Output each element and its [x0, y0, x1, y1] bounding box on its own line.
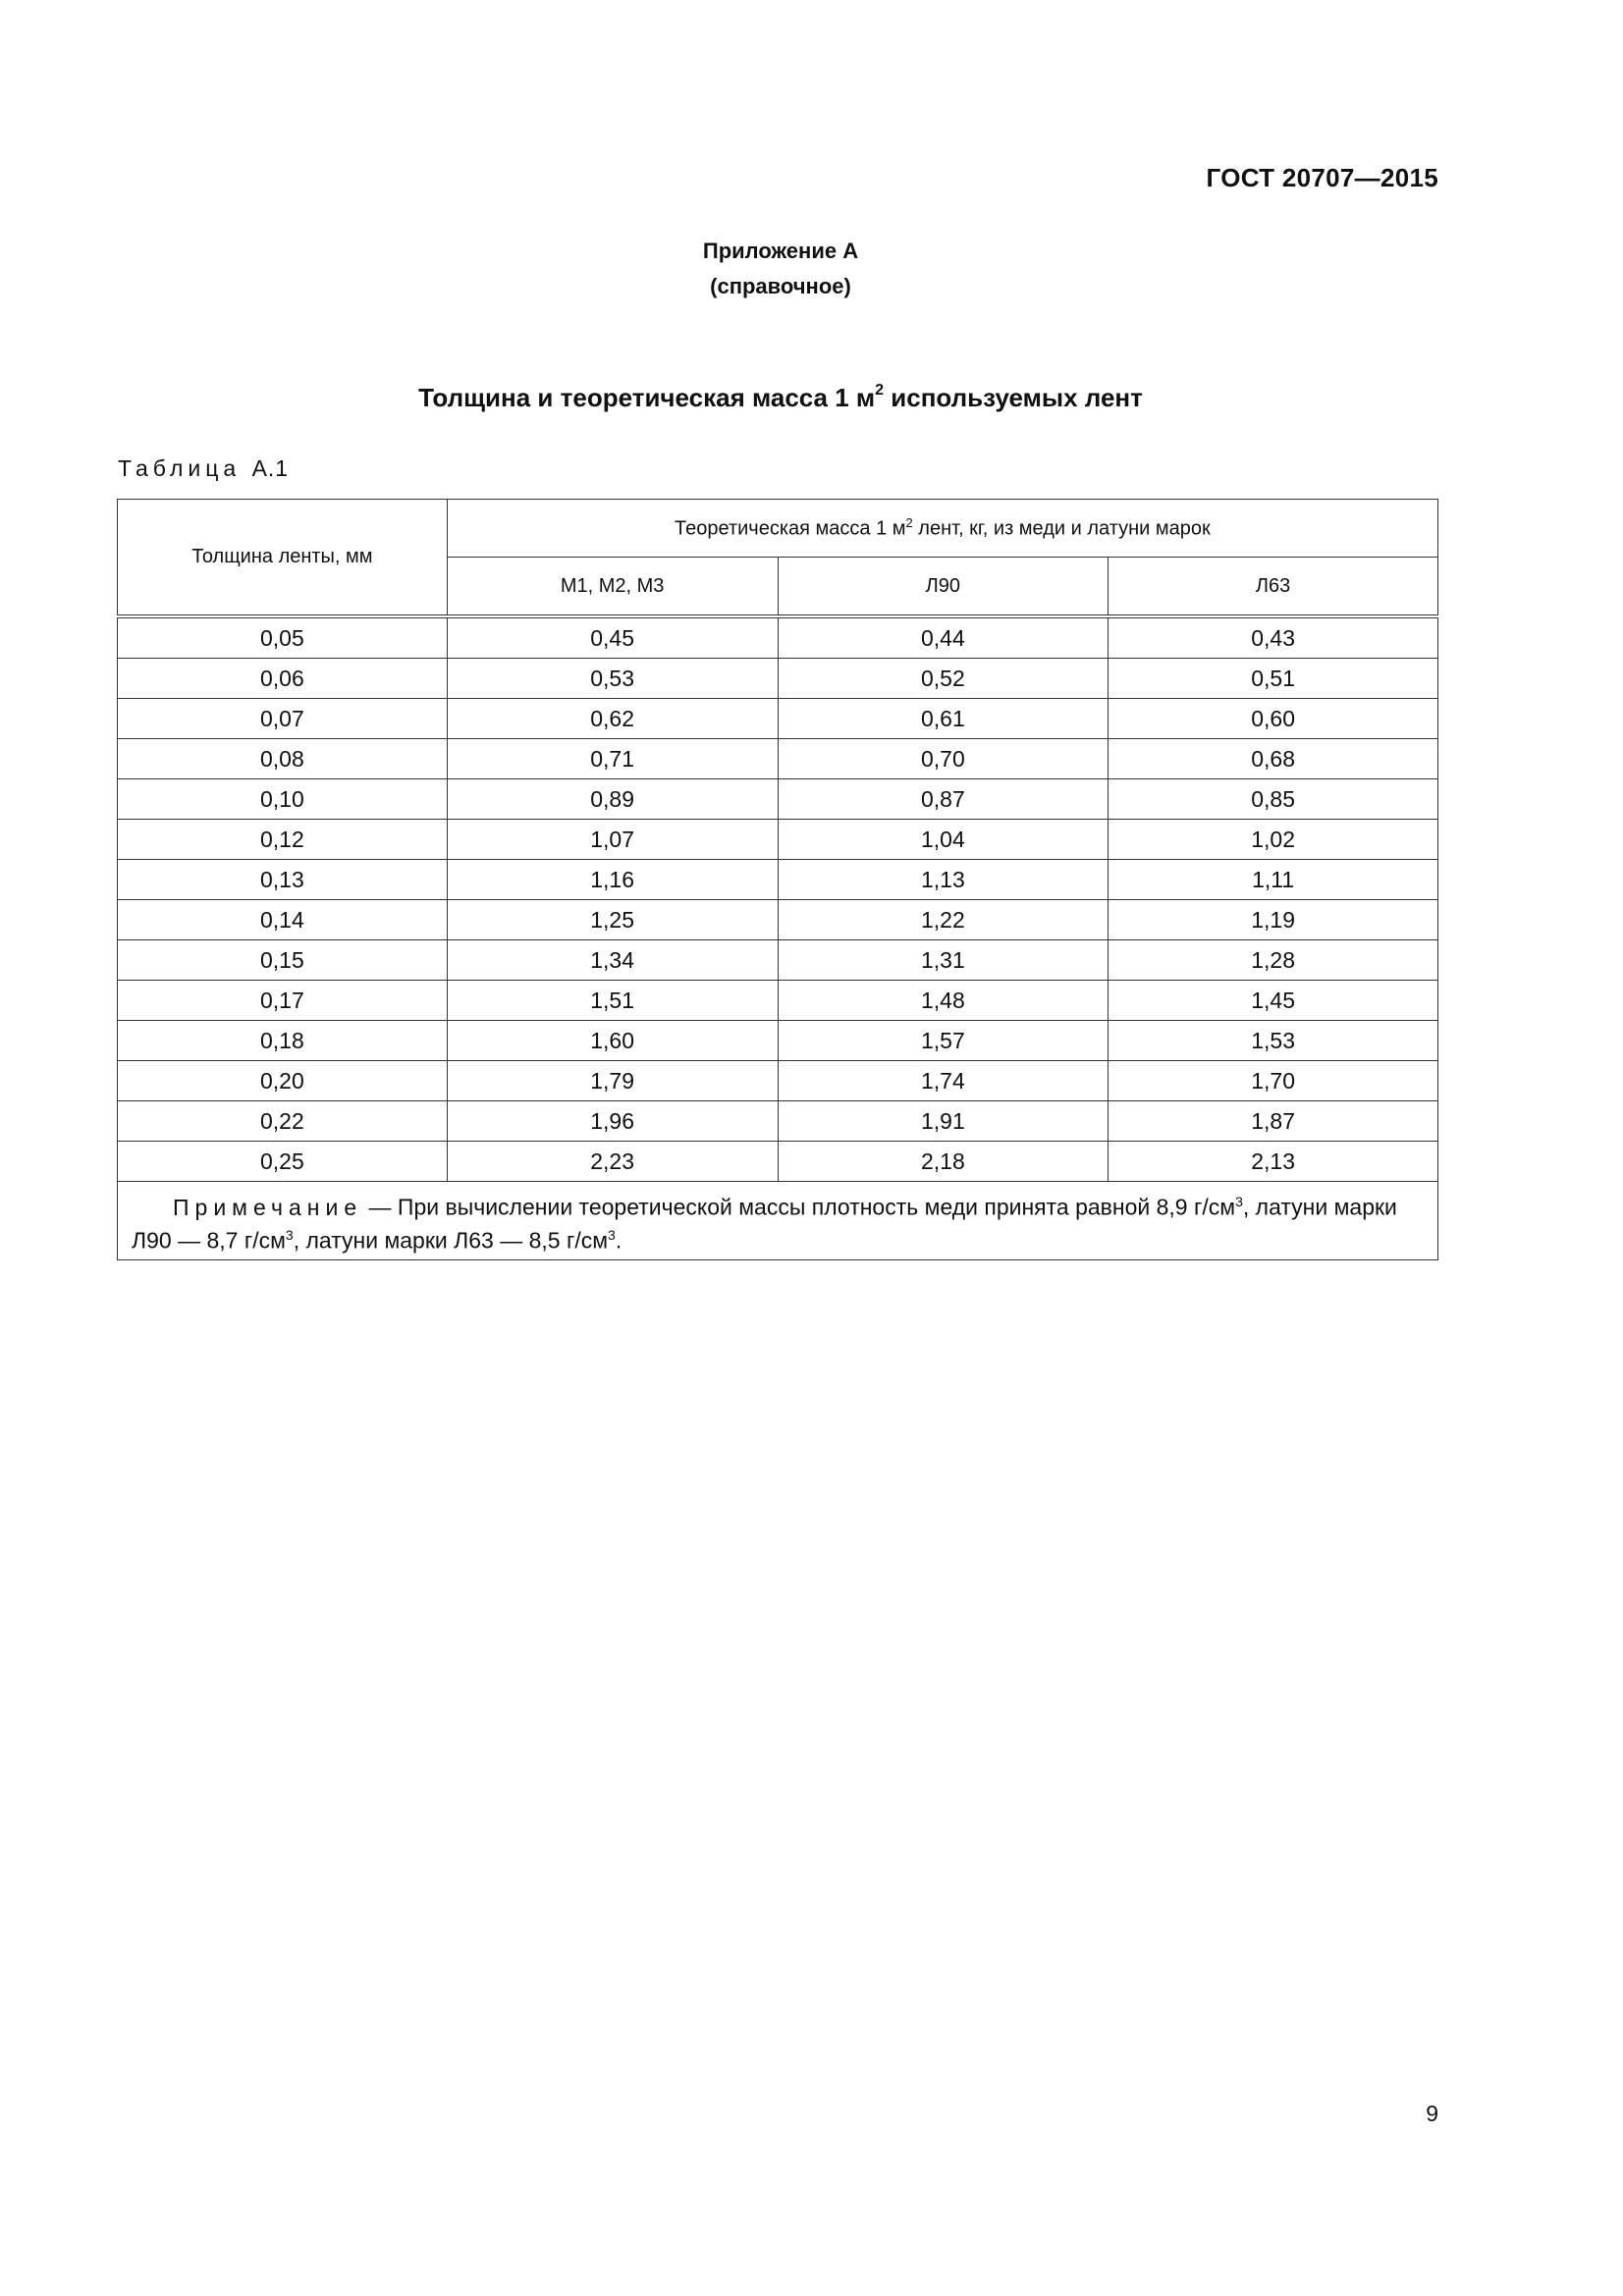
- cell-mass-l63: 2,13: [1109, 1142, 1438, 1182]
- cell-mass-l63: 1,11: [1109, 860, 1438, 900]
- cell-mass-l63: 1,28: [1109, 940, 1438, 981]
- header-mass-text: Теоретическая масса 1 м: [675, 517, 906, 540]
- cell-mass-copper: 1,79: [447, 1061, 778, 1101]
- cell-thickness: 0,05: [118, 616, 448, 659]
- cell-thickness: 0,17: [118, 981, 448, 1021]
- table-row: [118, 1142, 1438, 1182]
- cell-mass-l63: 1,70: [1109, 1061, 1438, 1101]
- cell-mass-copper: 1,07: [447, 820, 778, 860]
- cell-mass-l63: 1,87: [1109, 1101, 1438, 1142]
- cell-mass-l63: 0,43: [1109, 616, 1438, 659]
- section-title-superscript: 2: [875, 382, 885, 400]
- cell-mass-l90: 2,18: [778, 1142, 1109, 1182]
- page-number: 9: [1426, 2101, 1438, 2126]
- table-body: [118, 616, 1438, 1182]
- cell-mass-copper: 1,34: [447, 940, 778, 981]
- cell-mass-copper: 1,60: [447, 1021, 778, 1061]
- note-superscript-2: 3: [285, 1226, 294, 1243]
- cell-mass-l63: 0,60: [1109, 699, 1438, 739]
- cell-mass-copper: 1,25: [447, 900, 778, 940]
- note-row: [118, 1182, 1438, 1260]
- section-title-text-end: используемых лент: [884, 383, 1143, 412]
- cell-mass-l90: 0,44: [778, 616, 1109, 659]
- cell-thickness: 0,20: [118, 1061, 448, 1101]
- note-text-1: — При вычислении теоретической массы плотность меди принята равной 8,9 г/см: [362, 1194, 1236, 1220]
- cell-mass-l90: 0,70: [778, 739, 1109, 779]
- cell-thickness: 0,25: [118, 1142, 448, 1182]
- table-row: [118, 1101, 1438, 1142]
- table-row: [118, 699, 1438, 739]
- note-superscript-3: 3: [608, 1226, 616, 1243]
- table-row: [118, 900, 1438, 940]
- cell-thickness: 0,12: [118, 820, 448, 860]
- table-row: [118, 981, 1438, 1021]
- cell-mass-copper: 2,23: [447, 1142, 778, 1182]
- cell-thickness: 0,08: [118, 739, 448, 779]
- cell-mass-copper: 0,62: [447, 699, 778, 739]
- note-label: Примечание: [173, 1194, 363, 1220]
- cell-mass-l63: 1,02: [1109, 820, 1438, 860]
- header-thickness: Толщина ленты, мм: [118, 500, 448, 617]
- table-row: [118, 739, 1438, 779]
- cell-mass-l90: 1,13: [778, 860, 1109, 900]
- table-note: [118, 1182, 1438, 1260]
- appendix-title: Приложение А: [702, 239, 859, 263]
- note-superscript-1: 3: [1235, 1194, 1243, 1209]
- cell-mass-l90: 0,61: [778, 699, 1109, 739]
- cell-mass-l63: 1,19: [1109, 900, 1438, 940]
- header-mass: [447, 500, 1437, 558]
- cell-thickness: 0,13: [118, 860, 448, 900]
- cell-mass-l90: 1,04: [778, 820, 1109, 860]
- header-mass-superscript: 2: [905, 515, 913, 531]
- table-row: [118, 779, 1438, 820]
- cell-mass-l90: 1,91: [778, 1101, 1109, 1142]
- cell-mass-copper: 0,45: [447, 616, 778, 659]
- table-row: [118, 1021, 1438, 1061]
- cell-mass-l90: 1,31: [778, 940, 1109, 981]
- cell-mass-copper: 0,89: [447, 779, 778, 820]
- cell-thickness: 0,10: [118, 779, 448, 820]
- cell-thickness: 0,15: [118, 940, 448, 981]
- table-label: [118, 455, 289, 482]
- cell-thickness: 0,18: [118, 1021, 448, 1061]
- cell-mass-l90: 1,74: [778, 1061, 1109, 1101]
- cell-mass-l90: 0,87: [778, 779, 1109, 820]
- cell-mass-l90: 1,57: [778, 1021, 1109, 1061]
- cell-mass-l90: 1,48: [778, 981, 1109, 1021]
- cell-mass-l90: 1,22: [778, 900, 1109, 940]
- header-mass-text-end: лент, кг, из меди и латуни марок: [912, 517, 1211, 540]
- cell-mass-copper: 1,16: [447, 860, 778, 900]
- note-text-4: .: [615, 1227, 622, 1254]
- cell-mass-l63: 0,85: [1109, 779, 1438, 820]
- cell-mass-copper: 0,53: [447, 659, 778, 699]
- cell-thickness: 0,14: [118, 900, 448, 940]
- table-row: [118, 616, 1438, 659]
- table-row: [118, 860, 1438, 900]
- cell-mass-l63: 0,51: [1109, 659, 1438, 699]
- cell-mass-l63: 1,45: [1109, 981, 1438, 1021]
- appendix-heading: [0, 234, 1561, 304]
- table-label-word: Таблица: [118, 455, 242, 481]
- mass-table: [117, 499, 1438, 1260]
- cell-thickness: 0,07: [118, 699, 448, 739]
- table-label-number: А.1: [251, 455, 290, 481]
- note-text-2: , латуни марки Л90 — 8,7 г/см: [132, 1194, 1397, 1254]
- cell-thickness: 0,22: [118, 1101, 448, 1142]
- note-text-3: , латуни марки Л63 — 8,5 г/см: [293, 1227, 609, 1254]
- cell-mass-copper: 1,51: [447, 981, 778, 1021]
- cell-thickness: 0,06: [118, 659, 448, 699]
- header-grade-copper: М1, М2, М3: [447, 558, 778, 617]
- table-row: [118, 1061, 1438, 1101]
- table-row: [118, 659, 1438, 699]
- document-id: ГОСТ 20707—2015: [1206, 163, 1438, 192]
- table-row: [118, 820, 1438, 860]
- cell-mass-l90: 0,52: [778, 659, 1109, 699]
- cell-mass-copper: 1,96: [447, 1101, 778, 1142]
- cell-mass-l63: 0,68: [1109, 739, 1438, 779]
- appendix-subtitle: (справочное): [710, 274, 851, 298]
- cell-mass-copper: 0,71: [447, 739, 778, 779]
- section-title-text: Толщина и теоретическая масса 1 м: [418, 383, 876, 412]
- header-grade-l63: Л63: [1109, 558, 1438, 617]
- table-row: [118, 940, 1438, 981]
- header-grade-l90: Л90: [778, 558, 1109, 617]
- section-title: [0, 383, 1561, 413]
- cell-mass-l63: 1,53: [1109, 1021, 1438, 1061]
